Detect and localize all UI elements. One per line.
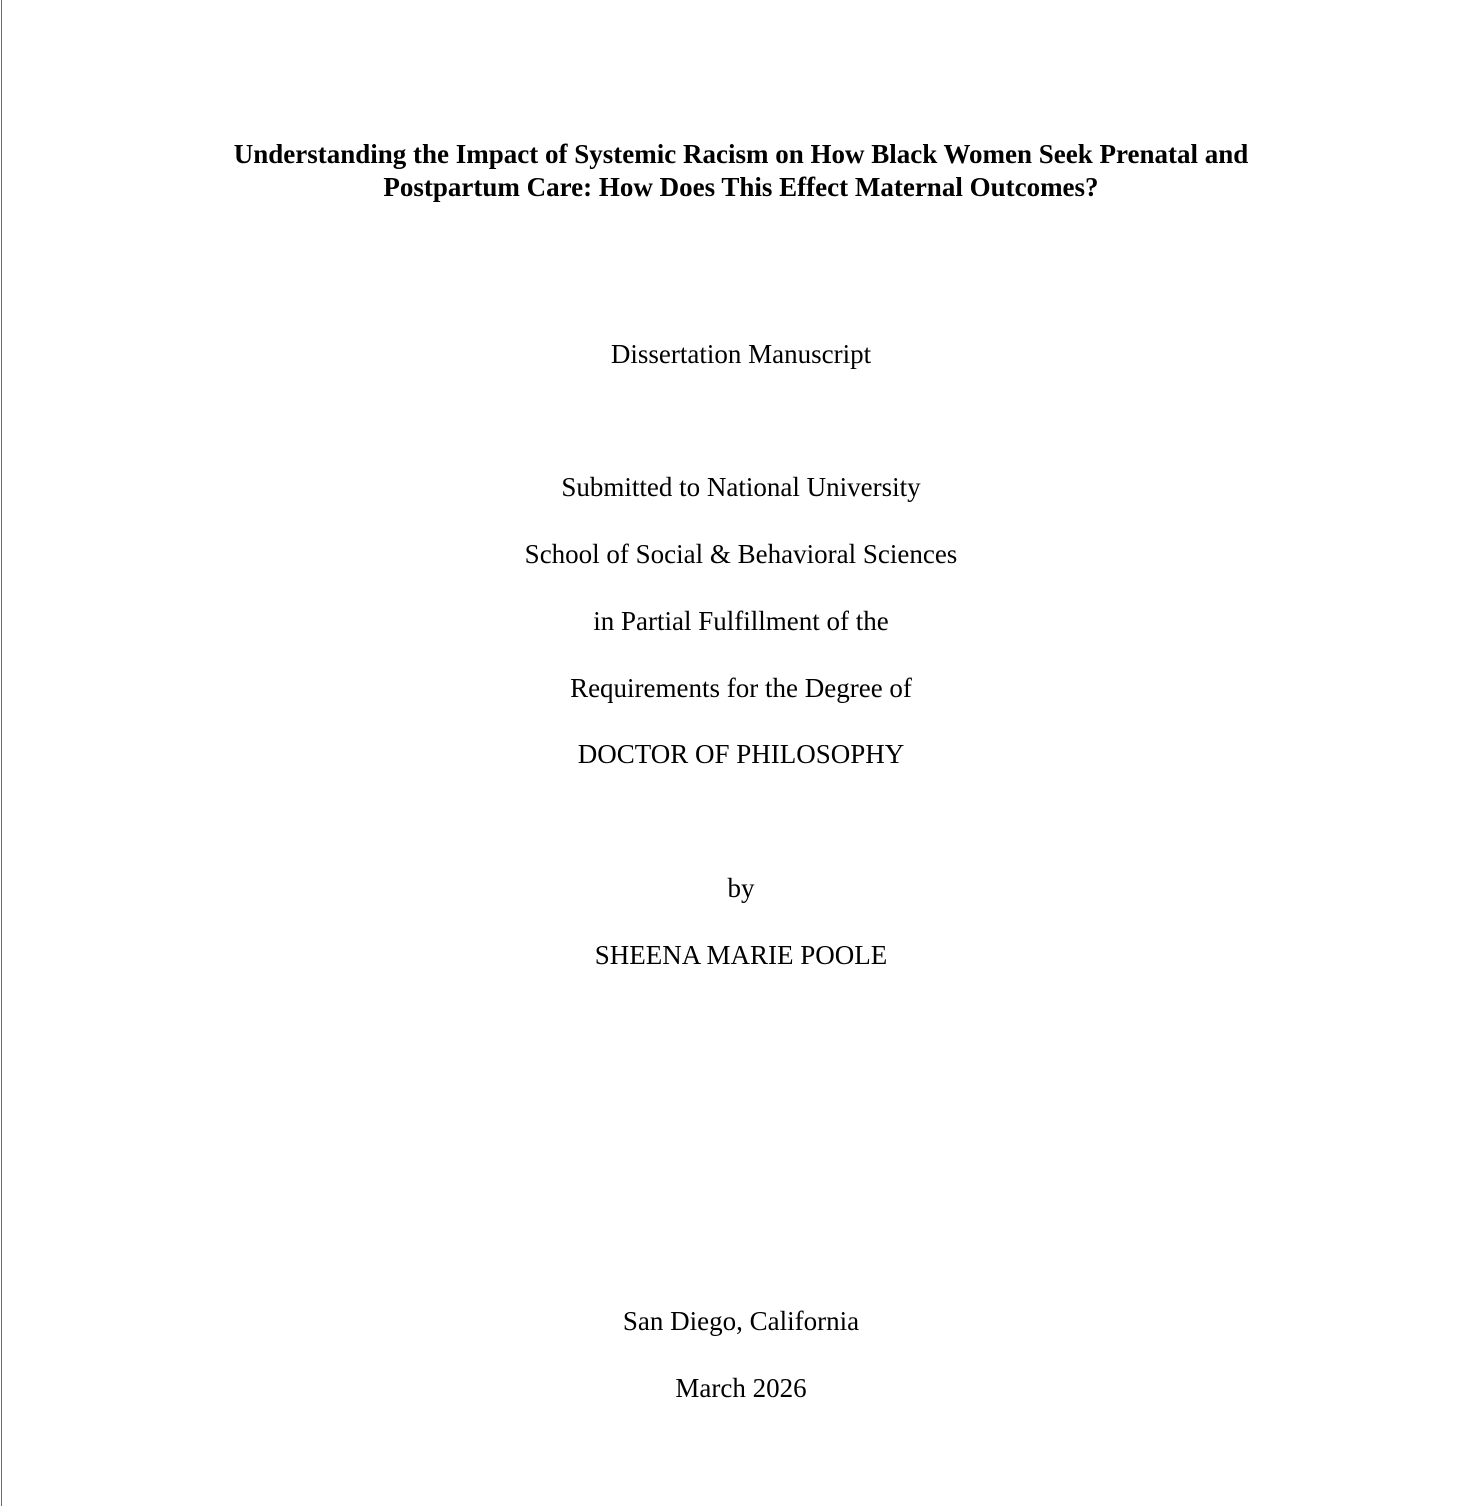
submission-date: March 2026: [675, 1373, 807, 1403]
author-name: SHEENA MARIE POOLE: [594, 940, 888, 970]
by-text: by: [727, 873, 755, 903]
requirements-text: Requirements for the Degree of: [570, 673, 912, 703]
submitted-to: Submitted to National University: [561, 472, 921, 502]
school-name: School of Social & Behavioral Sciences: [524, 539, 958, 569]
degree-name: DOCTOR OF PHILOSOPHY: [577, 739, 905, 769]
title-line-1: Understanding the Impact of Systemic Racism on How Black Women Seek Prenatal and: [233, 139, 1249, 169]
fulfillment-text: in Partial Fulfillment of the: [593, 606, 889, 636]
title-line-2: Postpartum Care: How Does This Effect Maternal Outcomes?: [383, 172, 1099, 202]
location: San Diego, California: [622, 1306, 860, 1336]
document-type: Dissertation Manuscript: [610, 339, 872, 369]
